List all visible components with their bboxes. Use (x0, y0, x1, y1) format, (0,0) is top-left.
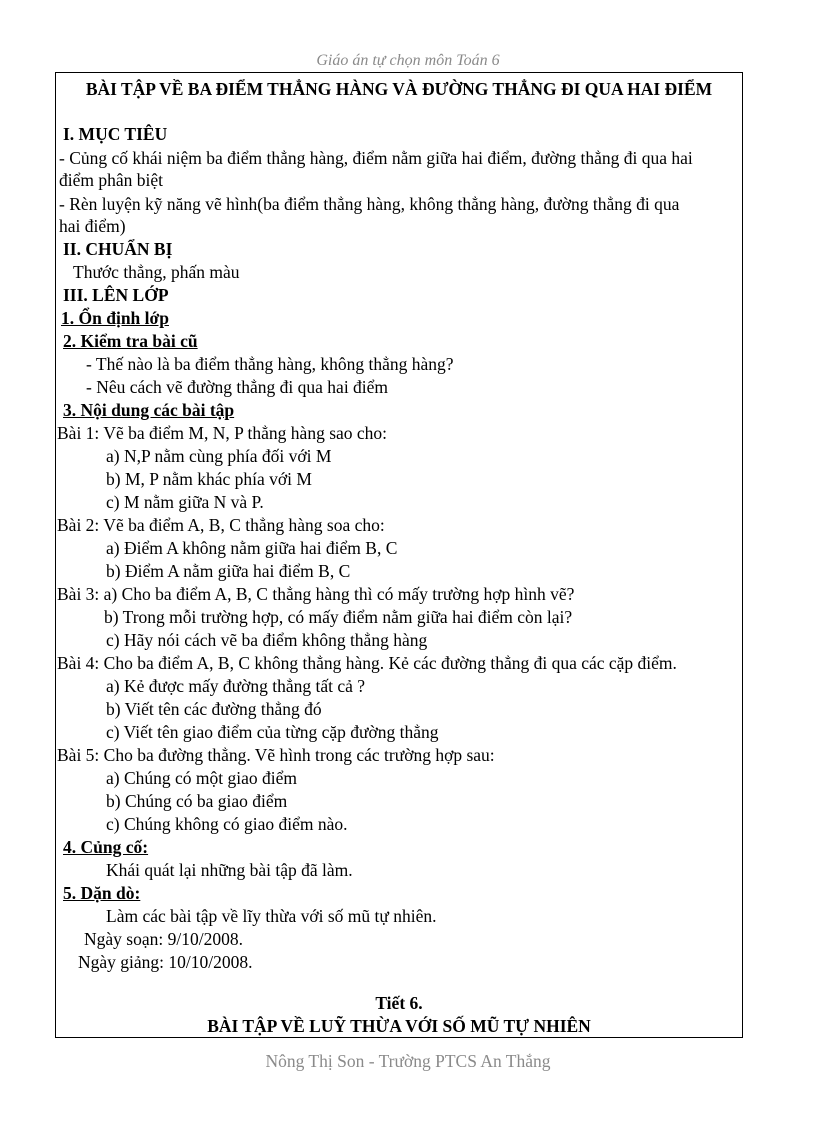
exercise-2-title: Bài 2: Vẽ ba điểm A, B, C thẳng hàng soa cho: (57, 515, 385, 535)
section-objectives-heading: I. MỤC TIÊU (63, 124, 168, 144)
date-prepared: Ngày soạn: 9/10/2008. (84, 929, 243, 949)
date-taught: Ngày giảng: 10/10/2008. (78, 952, 253, 972)
exercise-2-b: b) Điểm A nằm giữa hai điểm B, C (106, 561, 351, 581)
page-footer: Nông Thị Son - Trường PTCS An Thắng (265, 1051, 551, 1071)
exercise-1-b: b) M, P nằm khác phía với M (106, 469, 312, 489)
preparation-text: Thước thẳng, phấn màu (73, 262, 240, 282)
consolidation-text: Khái quát lại những bài tập đã làm. (106, 860, 353, 880)
exercise-1-title: Bài 1: Vẽ ba điểm M, N, P thẳng hàng sao cho: (57, 423, 388, 443)
exercise-3-c: c) Hãy nói cách vẽ ba điểm không thẳng hàng (106, 630, 428, 650)
exercise-4-a: a) Kẻ được mấy đường thẳng tất cả ? (106, 676, 366, 696)
exercise-5-b: b) Chúng có ba giao điểm (106, 791, 288, 811)
review-question-2: - Nêu cách vẽ đường thẳng đi qua hai điểm (86, 377, 389, 397)
page-header: Giáo án tự chọn môn Toán 6 (316, 52, 500, 69)
objective-line-1: - Củng cố khái niệm ba điểm thẳng hàng, điểm nằm giữa hai điểm, đường thẳng đi qua hai (59, 148, 693, 168)
objective-line-4: hai điểm) (59, 216, 126, 236)
exercise-5-title: Bài 5: Cho ba đường thẳng. Vẽ hình trong các trường hợp sau: (57, 745, 495, 765)
objective-line-3: - Rèn luyện kỹ năng vẽ hình(ba điểm thẳng hàng, không thẳng hàng, đường thẳng đi qua (59, 194, 680, 214)
lesson-frame (55, 72, 743, 1038)
part1-heading: 1. Ổn định lớp (61, 308, 169, 328)
section-class-heading: III. LÊN LỚP (63, 285, 169, 305)
lesson-title: BÀI TẬP VỀ BA ĐIỂM THẲNG HÀNG VÀ ĐƯỜNG THẲNG ĐI QUA HAI ĐIỂM (85, 79, 713, 99)
exercise-5-c: c) Chúng không có giao điểm nào. (106, 814, 348, 834)
homework-text: Làm các bài tập về lĩy thừa với số mũ tự nhiên. (106, 906, 437, 926)
exercise-2-a: a) Điểm A không nằm giữa hai điểm B, C (106, 538, 398, 558)
exercise-4-c: c) Viết tên giao điểm của từng cặp đường thẳng (106, 722, 439, 742)
exercise-1-c: c) M nằm giữa N và P. (106, 492, 264, 512)
exercise-1-a: a) N,P nằm cùng phía đối với M (106, 446, 332, 466)
next-lesson-number: Tiết 6. (375, 993, 423, 1013)
part2-heading: 2. Kiểm tra bài cũ (63, 331, 198, 351)
exercise-3-title: Bài 3: a) Cho ba điểm A, B, C thẳng hàng thì có mấy trường hợp hình vẽ? (57, 584, 575, 604)
part4-heading: 4. Củng cố: (63, 837, 149, 857)
exercise-4-title: Bài 4: Cho ba điểm A, B, C không thẳng hàng. Kẻ các đường thẳng đi qua các cặp điểm. (57, 653, 677, 673)
part5-heading: 5. Dặn dò: (63, 883, 141, 903)
review-question-1: - Thế nào là ba điểm thẳng hàng, không thẳng hàng? (86, 354, 454, 374)
exercise-4-b: b) Viết tên các đường thẳng đó (106, 699, 322, 719)
objective-line-2: điểm phân biệt (59, 170, 164, 190)
section-preparation-heading: II. CHUẨN BỊ (63, 239, 173, 259)
part3-heading: 3. Nội dung các bài tập (63, 400, 235, 420)
next-lesson-title: BÀI TẬP VỀ LUỸ THỪA VỚI SỐ MŨ TỰ NHIÊN (207, 1016, 591, 1036)
exercise-5-a: a) Chúng có một giao điểm (106, 768, 298, 788)
exercise-3-b: b) Trong mỗi trường hợp, có mấy điểm nằm giữa hai điểm còn lại? (104, 607, 573, 627)
